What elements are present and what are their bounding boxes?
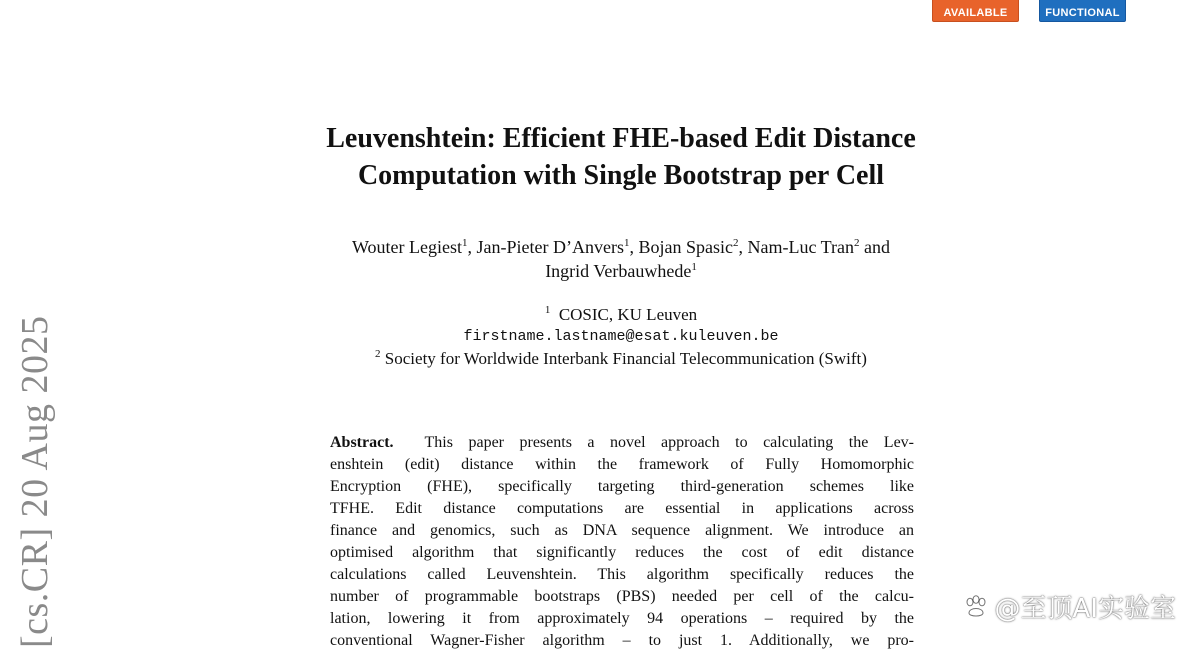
abstract-line: lation, lowering it from approximately 94 operations – required by the: [330, 610, 914, 627]
affiliation-2-name: Society for Worldwide Interbank Financial Telecommunication (Swift): [384, 349, 867, 368]
author-name: Jan-Pieter D’Anvers: [476, 237, 624, 257]
title-line-2: Computation with Single Bootstrap per Cell: [357, 160, 885, 191]
abstract-line: [330, 432, 914, 454]
affiliation-1-name: COSIC, KU Leuven: [558, 305, 698, 324]
author-list: [200, 235, 1042, 283]
author-name: Ingrid Verbauwhede: [545, 261, 692, 281]
abstract-line-text: This paper presents a novel approach to calculating the Lev-: [424, 434, 914, 451]
affil-mark: 1: [544, 304, 551, 316]
author-affil-mark: 2: [732, 237, 739, 249]
author-line-1: [200, 235, 1042, 259]
author-line-2: [200, 259, 1042, 283]
affiliations: [200, 304, 1042, 370]
author-name: Wouter Legiest: [352, 237, 463, 257]
abstract-line: TFHE. Edit distance computations are essential in applications across: [330, 500, 914, 517]
author-name: Nam-Luc Tran: [747, 237, 854, 257]
abstract-block: [330, 432, 914, 652]
abstract-line: finance and genomics, such as DNA sequence alignment. We introduce an: [330, 522, 914, 539]
abstract-line: calculations called Leuvenshtein. This algorithm specifically reduces the: [330, 566, 914, 583]
paw-logo-icon: [963, 594, 989, 620]
contact-email: firstname.lastname@esat.kuleuven.be: [463, 328, 779, 345]
abstract-line: conventional Wagner-Fisher algorithm – to just 1. Additionally, we pro-: [330, 632, 914, 649]
abstract-line: Encryption (FHE), specifically targeting third-generation schemes like: [330, 478, 914, 495]
author-affil-mark: 1: [623, 237, 630, 249]
author-separator: ,: [629, 237, 639, 257]
artifacts-functional-badge: [1039, 0, 1126, 22]
affiliation-1: [200, 304, 1042, 326]
author-and: and: [859, 237, 890, 257]
abstract-line: number of programmable bootstraps (PBS) needed per cell of the calcu-: [330, 588, 914, 605]
author-affil-mark: 1: [691, 261, 697, 273]
author-separator: ,: [738, 237, 748, 257]
abstract-line: enshtein (edit) distance within the framework of Fully Homomorphic: [330, 456, 914, 473]
affil-mark: 2: [375, 348, 381, 360]
author-affil-mark: 1: [462, 237, 468, 249]
functional-badge-label: FUNCTIONAL: [1045, 7, 1120, 19]
available-badge-label: AVAILABLE: [943, 7, 1008, 19]
watermark: [963, 588, 1176, 625]
paper-title: [200, 120, 1042, 194]
artifact-available-badge: [932, 0, 1019, 22]
author-separator: ,: [467, 237, 477, 257]
author-name: Bojan Spasic: [638, 237, 733, 257]
affiliation-2: [200, 348, 1042, 370]
watermark-text: @至顶AI实验室: [994, 594, 1176, 624]
abstract-line: optimised algorithm that significantly reduces the cost of edit distance: [330, 544, 914, 561]
arxiv-side-stamp: [cs.CR] 20 Aug 2025: [14, 315, 56, 648]
author-affil-mark: 2: [853, 237, 860, 249]
abstract-label: Abstract.: [330, 434, 394, 451]
title-line-1: Leuvenshtein: Efficient FHE-based Edit Distance: [326, 123, 916, 154]
